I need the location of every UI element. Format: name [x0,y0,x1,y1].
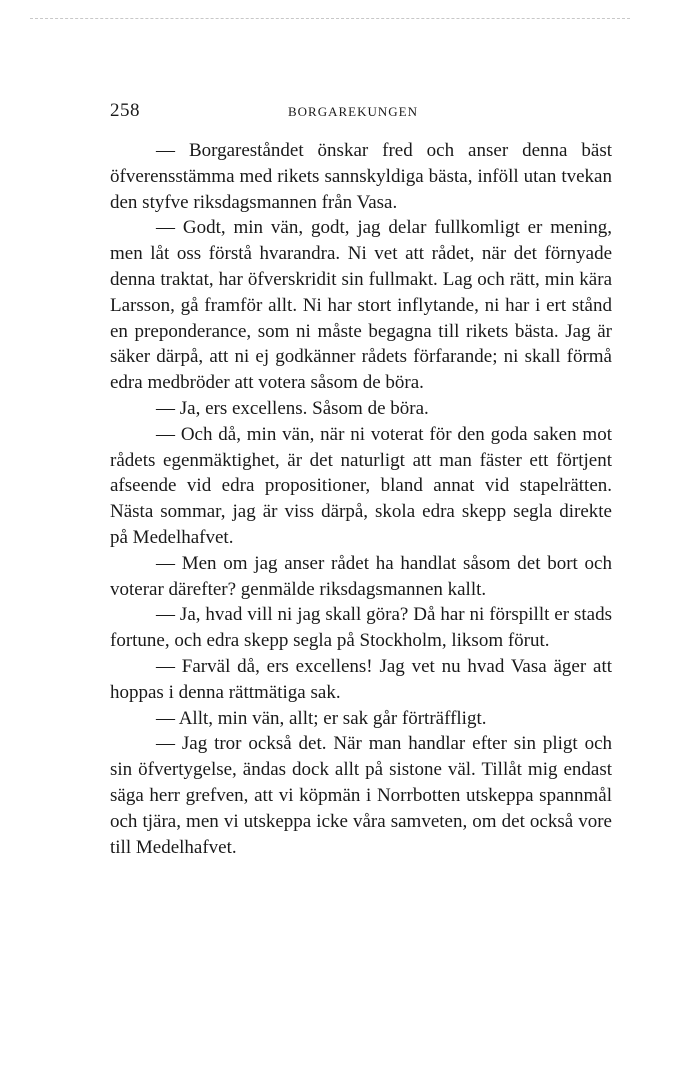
page-number: 258 [110,100,140,121]
body-text [110,138,612,860]
page-header [110,100,612,122]
top-edge-rule [30,18,630,19]
running-head: BORGAREKUNGEN [288,104,418,119]
paragraph: — Och då, min vän, när ni voterat för den goda saken mot rådets egenmäktighet, är det naturligt att man fäster ett förtjent afseende vid edra propositioner, bland annat vid stapelrätten. Nästa sommar, jag är viss därpå, skola edra skepp segla direkte på Medelhafvet. [110,423,612,548]
paragraph: — Ja, hvad vill ni jag skall göra? Då har ni förspillt er stads fortune, och edra skepp segla på Stockholm, liksom förut. [110,604,612,652]
paragraph: — Allt, min vän, allt; er sak går förträffligt. [156,707,487,729]
paragraph: — Farväl då, ers excellens! Jag vet nu hvad Vasa äger att hoppas i denna rättmätiga sak. [110,655,612,703]
paragraph: — Borgareståndet önskar fred och anser denna bäst öfverensstämma med rikets sannskyldiga bästa, inföll utan tvekan den styfve riksdagsmannen från Vasa. [110,140,612,213]
paragraph: — Men om jag anser rådet ha handlat såsom det bort och voterar därefter? genmälde riksdagsmannen kallt. [110,552,612,600]
paragraph: — Jag tror också det. När man handlar efter sin pligt och sin öfvertygelse, ändas dock allt på sistone väl. Tillåt mig endast säga herr grefven, att vi köpmän i Norrbotten utskeppa spannmål och tjära, men vi utskeppa icke våra samveten, om det också vore till Medelhafvet. [110,733,612,858]
paragraph: — Ja, ers excellens. Såsom de böra. [156,397,429,419]
paragraph: — Godt, min vän, godt, jag delar fullkomligt er mening, men låt oss förstå hvarandra. Ni vet att rådet, när det förnyade denna traktat, har öfverskridit sin fullmakt. Lag och rätt, min kära Larsson, gå framför allt. Ni har stort inflytande, ni har i ert stånd en preponderance, som ni måste begagna till rikets bästa. Jag är säker därpå, att ni ej godkänner rådets förfarande; ni skall förmå edra medbröder att votera såsom de böra. [110,217,612,394]
